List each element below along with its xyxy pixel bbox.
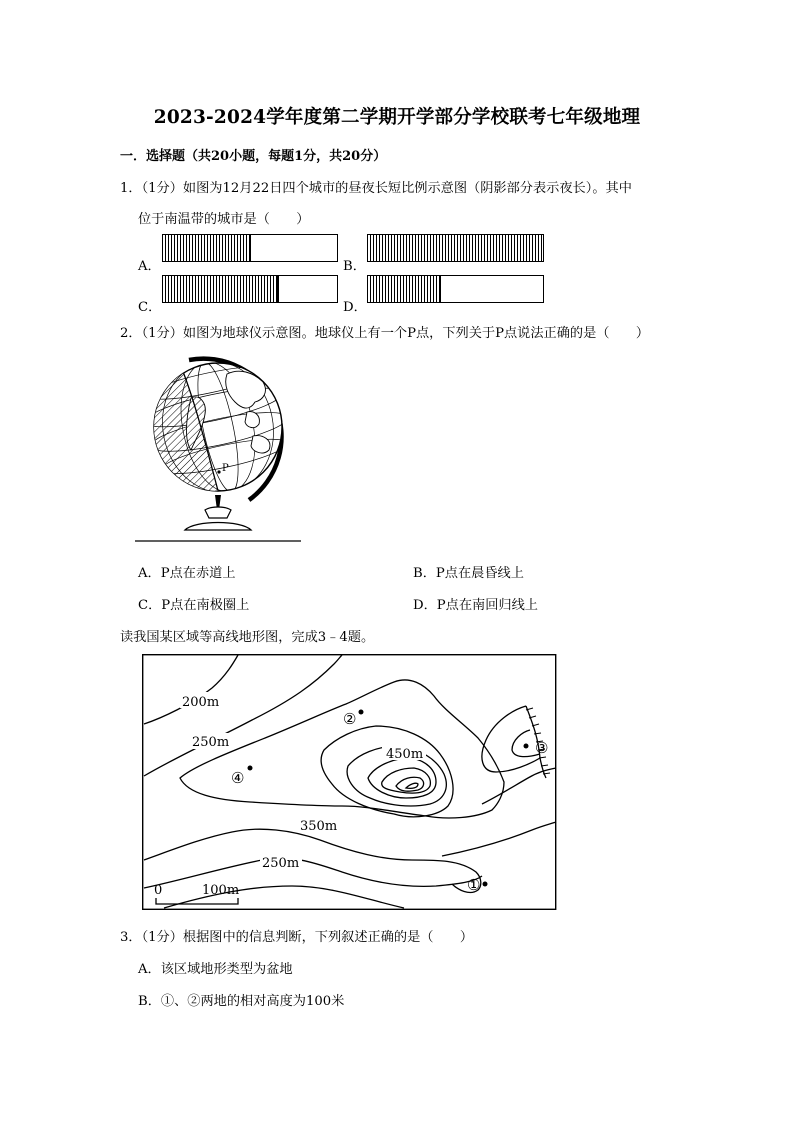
q3-4-intro: 读我国某区域等高线地形图，完成3﹣4题。 bbox=[120, 630, 375, 645]
q1-stem-line2: 位于南温带的城市是（ ） bbox=[138, 212, 310, 227]
contour-label-200: 200m bbox=[182, 695, 220, 710]
q1-option-d-label[interactable]: D． bbox=[343, 300, 367, 315]
night-portion bbox=[368, 276, 440, 302]
point-p bbox=[217, 470, 220, 473]
q1-option-b-bar[interactable] bbox=[367, 234, 544, 262]
q2-option-d[interactable]: D．P点在南回归线上 bbox=[413, 598, 538, 613]
night-portion bbox=[368, 235, 543, 261]
contour-label-450: 450m bbox=[386, 747, 424, 762]
day-night-divider bbox=[277, 276, 279, 302]
point-3-label: ③ bbox=[535, 739, 549, 757]
day-night-divider bbox=[439, 276, 441, 302]
point-1-label: ① bbox=[467, 876, 481, 894]
point-4-label: ④ bbox=[231, 769, 245, 787]
globe-base bbox=[185, 523, 251, 531]
scale-zero: 0 bbox=[154, 883, 163, 898]
point-3-dot bbox=[524, 744, 529, 749]
point-2-dot bbox=[359, 710, 364, 715]
q1-option-b-label[interactable]: B． bbox=[343, 259, 366, 274]
contour-label-250-upper: 250m bbox=[192, 735, 230, 750]
contour-map bbox=[142, 654, 557, 911]
q3-option-b[interactable]: B．①、②两地的相对高度为100米 bbox=[138, 994, 345, 1009]
q1-option-c-label[interactable]: C． bbox=[138, 300, 162, 315]
q3-stem: 3．（1分）根据图中的信息判断，下列叙述正确的是（ ） bbox=[120, 930, 474, 945]
contour-label-350: 350m bbox=[300, 819, 338, 834]
q2-option-b[interactable]: B．P点在晨昏线上 bbox=[413, 566, 524, 581]
q1-option-d-bar[interactable] bbox=[367, 275, 544, 303]
section-heading: 一．选择题（共20小题，每题1分，共20分） bbox=[120, 149, 387, 164]
night-portion bbox=[163, 235, 250, 261]
point-1-dot bbox=[483, 882, 488, 887]
q1-stem-line1: 1．（1分）如图为12月22日四个城市的昼夜长短比例示意图（阴影部分表示夜长）。其中 bbox=[120, 181, 632, 196]
point-2-label: ② bbox=[343, 710, 357, 728]
day-night-divider bbox=[249, 235, 251, 261]
scale-length: 100m bbox=[202, 883, 240, 898]
q3-option-a[interactable]: A．该区域地形类型为盆地 bbox=[138, 962, 293, 977]
q1-option-a-label[interactable]: A． bbox=[138, 259, 161, 274]
q2-option-c[interactable]: C．P点在南极圈上 bbox=[138, 598, 250, 613]
q1-option-c-bar[interactable] bbox=[162, 275, 338, 303]
q2-option-a[interactable]: A．P点在赤道上 bbox=[138, 566, 236, 581]
globe-figure bbox=[135, 352, 305, 547]
night-portion bbox=[163, 276, 278, 302]
point-p-label: P bbox=[222, 463, 229, 474]
q1-option-a-bar[interactable] bbox=[162, 234, 338, 262]
point-4-dot bbox=[248, 766, 253, 771]
globe-stand bbox=[205, 507, 231, 518]
paper-title: 2023-2024学年度第二学期开学部分学校联考七年级地理 bbox=[153, 107, 641, 128]
q2-stem: 2．（1分）如图为地球仪示意图。地球仪上有一个P点，下列关于P点说法正确的是（ ） bbox=[120, 326, 650, 341]
contour-label-250-lower: 250m bbox=[262, 856, 300, 871]
